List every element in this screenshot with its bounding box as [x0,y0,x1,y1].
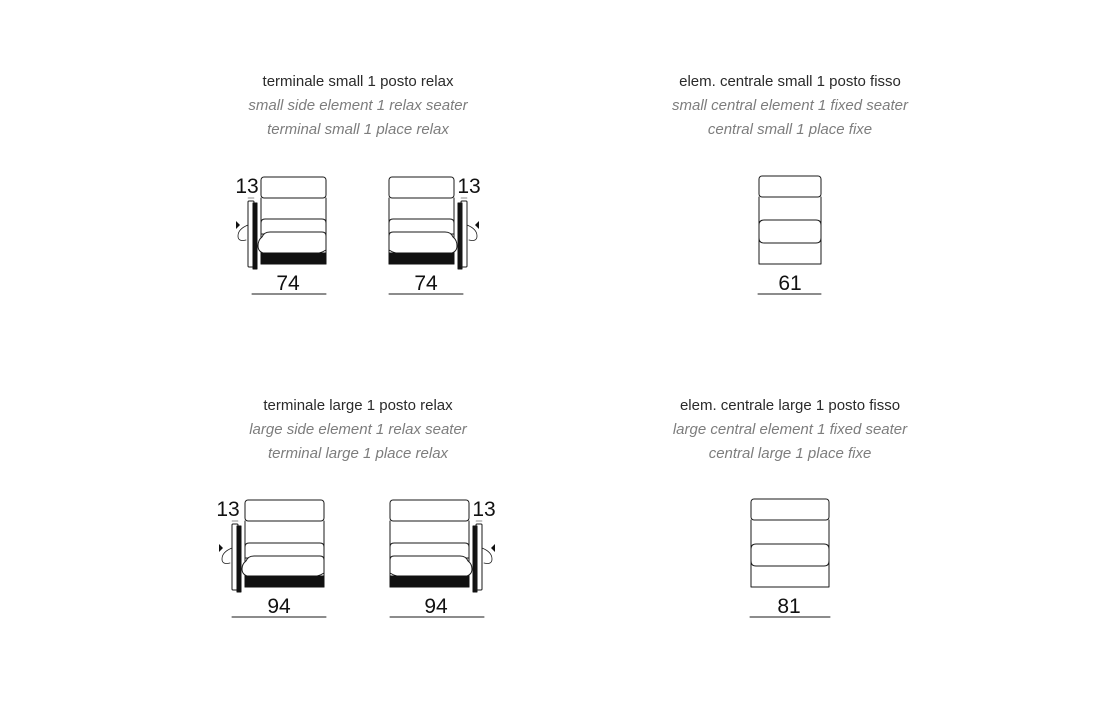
section-title: terminale large 1 posto relax [263,397,453,414]
arm-width-label: 13 [457,175,481,198]
section-subtitle-en: large central element 1 fixed seater [672,421,908,438]
arm-width-label: 13 [472,498,496,521]
width-dimension-label: 94 [267,595,291,618]
section-title: elem. centrale small 1 posto fisso [679,73,901,90]
section-subtitle-fr: central large 1 place fixe [708,445,872,462]
width-dimension-label: 61 [778,272,802,295]
width-dimension-label: 74 [276,272,300,295]
arm-width-label: 13 [216,498,240,521]
section-subtitle-en: large side element 1 relax seater [249,421,467,438]
section-subtitle-fr: terminal small 1 place relax [267,121,449,138]
width-dimension-label: 94 [424,595,448,618]
section-title: elem. centrale large 1 posto fisso [679,397,901,414]
section-subtitle-fr: central small 1 place fixe [707,121,873,138]
width-dimension-label: 81 [777,595,801,618]
section-subtitle-en: small central element 1 fixed seater [672,97,908,114]
arm-width-label: 13 [235,175,259,198]
section-subtitle-fr: terminal large 1 place relax [267,445,449,462]
width-dimension-label: 74 [414,272,438,295]
section-subtitle-en: small side element 1 relax seater [248,97,468,114]
section-title: terminale small 1 posto relax [262,73,454,90]
